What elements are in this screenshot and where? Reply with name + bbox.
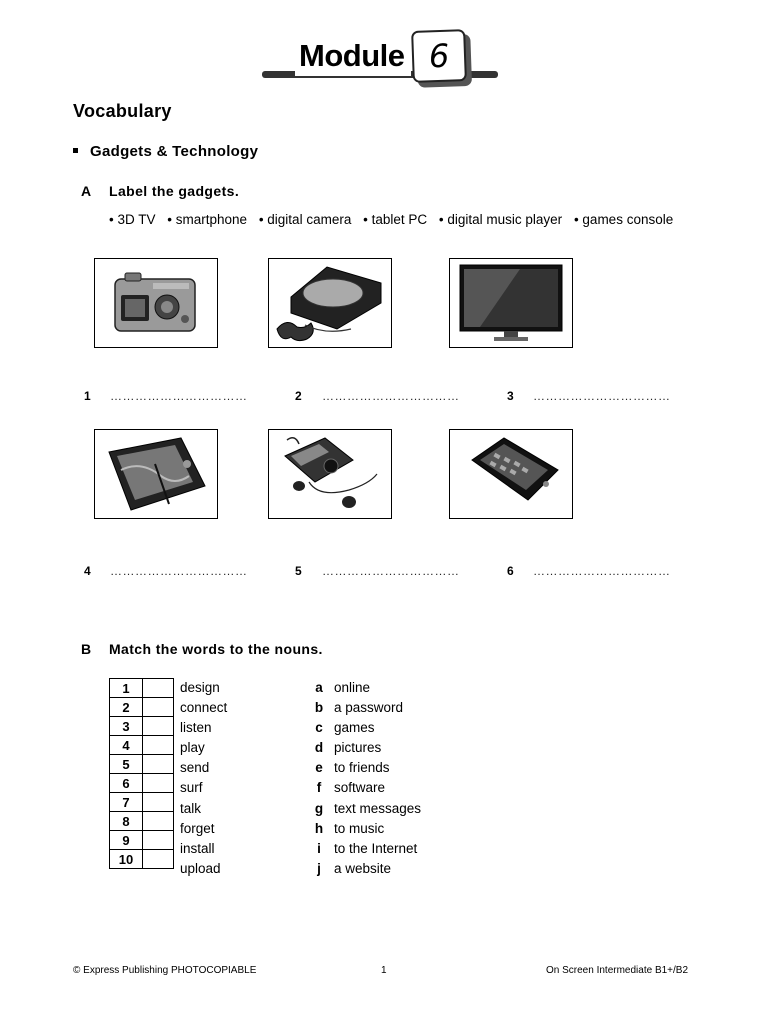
word-bank-item: • 3D TV — [109, 212, 156, 227]
topic-heading-text: Gadgets & Technology — [90, 143, 259, 160]
noun-item: to friends — [334, 760, 390, 776]
table-row — [110, 736, 174, 755]
tablet-pc-image — [94, 429, 218, 519]
exercise-b-title: Match the words to the nouns. — [109, 641, 323, 657]
smartphone-image — [449, 429, 573, 519]
answer-box[interactable] — [143, 679, 174, 698]
smartphone-icon — [450, 430, 572, 518]
answer-blank[interactable]: …………………………… — [322, 564, 460, 578]
exercise-a-letter: A — [81, 183, 92, 199]
item-number: 5 — [295, 564, 302, 578]
verb-item: send — [180, 760, 210, 776]
word-bank-item: • smartphone — [167, 212, 248, 227]
digital-camera-icon — [95, 259, 217, 347]
3d-tv-image — [449, 258, 573, 348]
section-heading-vocabulary: Vocabulary — [73, 101, 172, 121]
table-row — [110, 793, 174, 812]
noun-item: online — [334, 680, 371, 695]
exercise-b-letter: B — [81, 641, 92, 657]
verb-list — [180, 678, 227, 879]
item-number: 3 — [507, 389, 514, 403]
table-row — [110, 755, 174, 774]
noun-letter: d — [314, 740, 324, 756]
noun-letter: b — [314, 700, 324, 716]
games-console-icon — [269, 259, 391, 347]
match-answer-table — [109, 678, 174, 869]
answer-box[interactable] — [143, 736, 174, 755]
noun-letter: e — [315, 760, 323, 776]
verb-item: listen — [180, 720, 212, 736]
table-row — [110, 679, 174, 698]
row-number: 3 — [110, 717, 143, 736]
table-row — [110, 831, 174, 850]
table-row — [110, 850, 174, 869]
item-number: 6 — [507, 564, 514, 578]
answer-blank[interactable]: …………………………… — [322, 389, 460, 403]
music-player-image — [268, 429, 392, 519]
noun-letter: i — [317, 840, 321, 856]
answer-box[interactable] — [143, 717, 174, 736]
word-bank-item: • digital camera — [258, 212, 352, 227]
row-number: 2 — [110, 698, 143, 717]
footer-page-number: 1 — [381, 965, 387, 976]
noun-list — [334, 678, 421, 879]
row-number: 10 — [110, 850, 143, 869]
noun-item: text messages — [334, 800, 422, 816]
verb-item: install — [180, 840, 215, 856]
noun-item: to music — [334, 820, 385, 836]
answer-blank[interactable]: …………………………… — [110, 389, 248, 403]
row-number: 7 — [110, 793, 143, 812]
answer-box[interactable] — [143, 755, 174, 774]
verb-item: design — [180, 680, 220, 695]
noun-item: a password — [334, 700, 404, 716]
word-bank-item: • digital music player — [438, 212, 563, 227]
verb-item: talk — [180, 800, 202, 816]
answer-box[interactable] — [143, 793, 174, 812]
verb-item: connect — [180, 700, 228, 716]
verb-item: upload — [180, 860, 221, 876]
noun-item: software — [334, 780, 386, 796]
table-row — [110, 698, 174, 717]
games-console-image — [268, 258, 392, 348]
row-number: 1 — [110, 679, 143, 698]
noun-item: pictures — [334, 740, 382, 756]
table-row — [110, 812, 174, 831]
noun-letter: h — [314, 820, 324, 836]
noun-letter: a — [315, 680, 323, 695]
verb-item: surf — [180, 780, 203, 796]
module-header — [262, 28, 502, 90]
answer-box[interactable] — [143, 774, 174, 793]
answer-blank[interactable]: …………………………… — [110, 564, 248, 578]
row-number: 9 — [110, 831, 143, 850]
tv-icon — [450, 259, 572, 347]
word-bank — [109, 212, 681, 227]
footer-book-title: On Screen Intermediate B1+/B2 — [546, 965, 689, 976]
item-number: 1 — [84, 389, 91, 403]
noun-letter-list — [314, 678, 324, 879]
module-number: 6 — [411, 29, 467, 83]
row-number: 6 — [110, 774, 143, 793]
exercise-a-title: Label the gadgets. — [109, 183, 240, 199]
answer-box[interactable] — [143, 812, 174, 831]
noun-item: games — [334, 720, 375, 736]
row-number: 8 — [110, 812, 143, 831]
row-number: 5 — [110, 755, 143, 774]
footer-copyright: © Express Publishing PHOTOCOPIABLE — [73, 965, 257, 976]
answer-blank[interactable]: …………………………… — [533, 389, 671, 403]
noun-item: a website — [334, 860, 392, 876]
item-number: 2 — [295, 389, 302, 403]
noun-letter: g — [314, 800, 324, 816]
topic-heading — [73, 143, 258, 160]
bullet-icon — [73, 148, 78, 153]
table-row — [110, 717, 174, 736]
answer-box[interactable] — [143, 698, 174, 717]
music-player-icon — [269, 430, 391, 518]
tablet-icon — [95, 430, 217, 518]
noun-letter: c — [315, 720, 323, 736]
noun-item: to the Internet — [334, 840, 418, 856]
noun-letter: f — [316, 780, 322, 796]
noun-letter: j — [317, 860, 321, 876]
answer-box[interactable] — [143, 831, 174, 850]
word-bank-item: • tablet PC — [363, 212, 428, 227]
row-number: 4 — [110, 736, 143, 755]
item-number: 4 — [84, 564, 91, 578]
verb-item: forget — [180, 820, 215, 836]
digital-camera-image — [94, 258, 218, 348]
module-title: Module — [295, 36, 411, 76]
word-bank-item: • games console — [573, 212, 674, 227]
answer-blank[interactable]: …………………………… — [533, 564, 671, 578]
verb-item: play — [180, 740, 205, 756]
table-row — [110, 774, 174, 793]
answer-box[interactable] — [143, 850, 174, 869]
